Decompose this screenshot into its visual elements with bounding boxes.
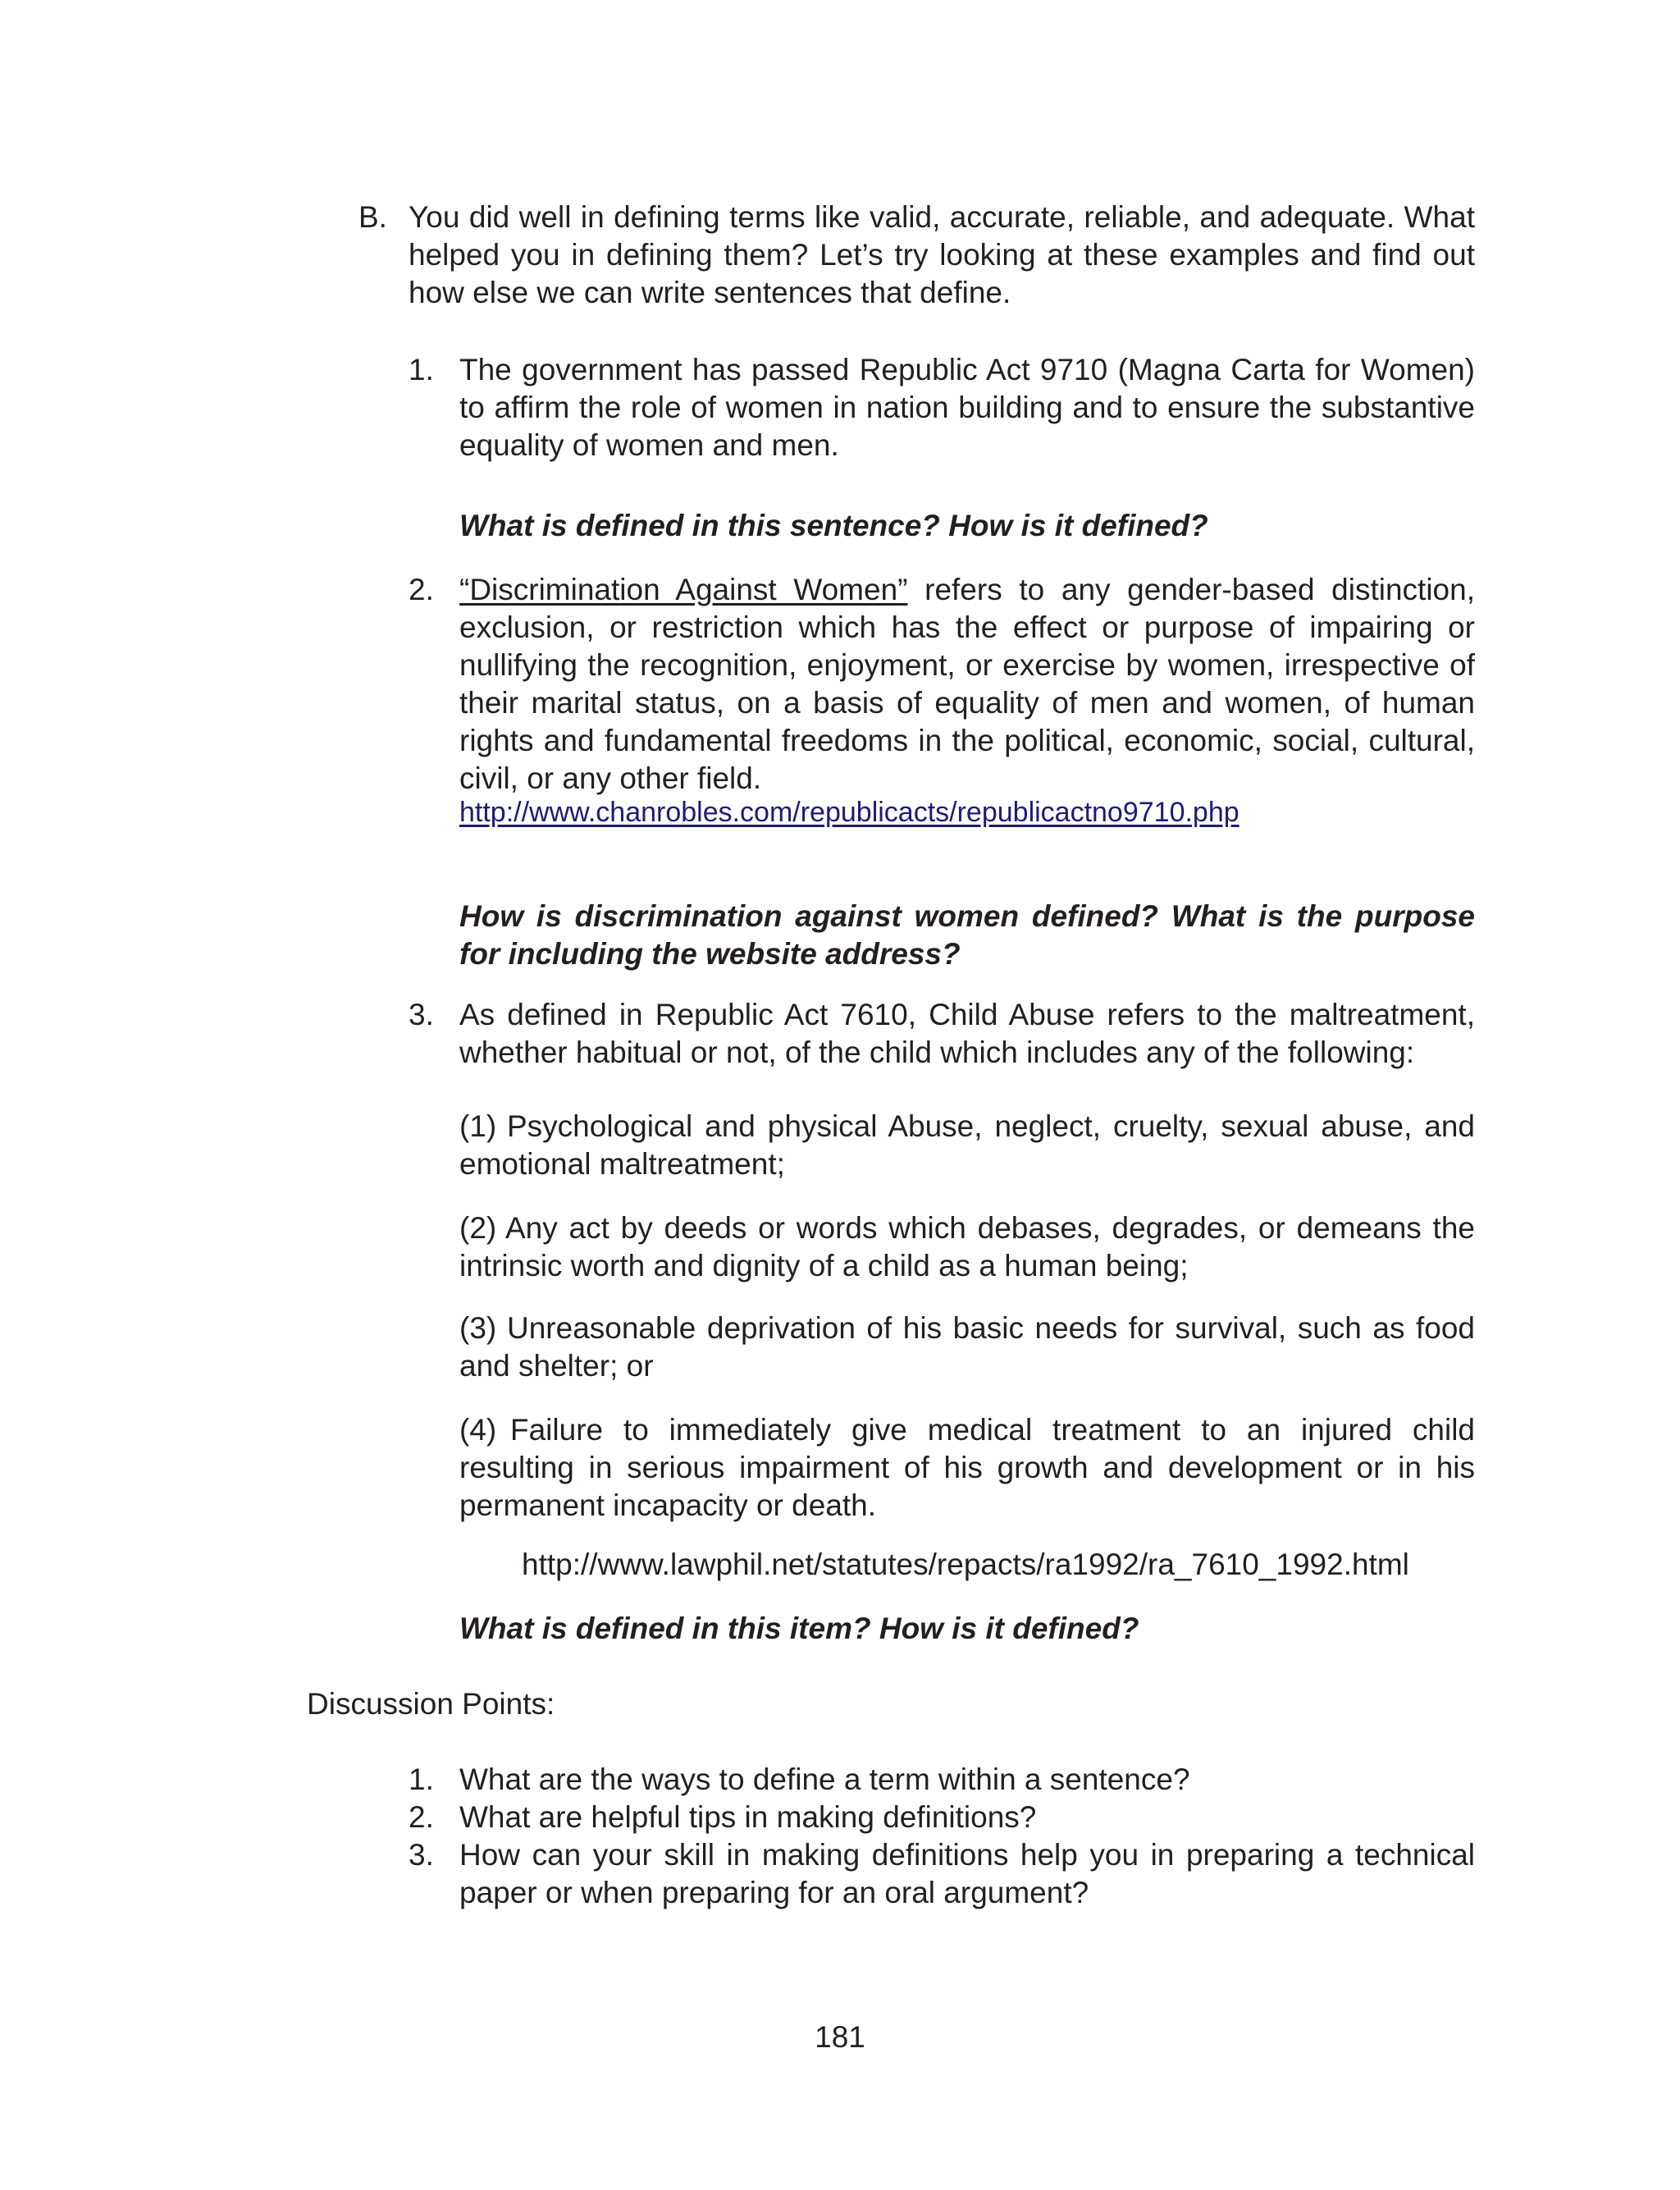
discussion-point-2: What are helpful tips in making definitions? <box>459 1800 1037 1834</box>
discussion-heading: Discussion Points: <box>307 1687 555 1721</box>
discussion-point-2-number: 2. <box>409 1800 434 1834</box>
discussion-point-1: What are the ways to define a term within a sentence? <box>459 1763 1190 1796</box>
example-2-text: refers to any gender-based distinction, exclusion, or restriction which has the effect or purpose of impairing or nullifying the recognition, enjoyment, or exercise by women, irrespective of their marital status, on a basis of equality of men and women, of human rights and fundamental freedoms in the political, economic, social, cultural, civil, or any other field. <box>459 573 1475 795</box>
example-2-question: How is discrimination against women defined? What is the purpose for including the website address? <box>459 899 1475 971</box>
section-b-label: B. <box>358 200 387 234</box>
subitem-4-label: (4) <box>459 1413 497 1447</box>
example-2-definition <box>459 571 1475 798</box>
discussion-point-3-number: 3. <box>409 1838 434 1872</box>
section-b-intro: You did well in defining terms like valid, accurate, reliable, and adequate. What helped you in defining them? Let’s try looking at these examples and find out how else we can write sentences that define. <box>409 200 1475 309</box>
example-1-number: 1. <box>409 353 434 386</box>
page-number: 181 <box>815 2020 865 2054</box>
example-1-question: What is defined in this sentence? How is it defined? <box>459 509 1208 542</box>
lawphil-link[interactable]: http://www.lawphil.net/statutes/repacts/ra1992/ra_7610_1992.html <box>522 1548 1409 1581</box>
subitem-2-label: (2) <box>459 1211 497 1245</box>
example-2-source <box>459 793 1475 831</box>
subitem-1 <box>459 1108 1475 1183</box>
subitem-3-label: (3) <box>459 1311 497 1345</box>
subitem-4-text: Failure to immediately give medical treatment to an injured child resulting in serious impairment of his growth and development or in his permanent incapacity or death. <box>459 1413 1475 1522</box>
subitem-2 <box>459 1209 1475 1285</box>
subitem-3-text: Unreasonable deprivation of his basic needs for survival, such as food and shelter; or <box>459 1311 1475 1383</box>
subitem-1-label: (1) <box>459 1109 497 1143</box>
discussion-point-1-number: 1. <box>409 1763 434 1796</box>
subitem-4 <box>459 1411 1475 1525</box>
example-2-number: 2. <box>409 573 434 606</box>
defined-term: “Discrimination Against Women” <box>459 573 908 606</box>
subitem-3 <box>459 1310 1475 1385</box>
example-3-number: 3. <box>409 998 434 1031</box>
subitem-2-text: Any act by deeds or words which debases, degrades, or demeans the intrinsic worth and dignity of a child as a human being; <box>459 1211 1475 1282</box>
chanrobles-link[interactable]: http://www.chanrobles.com/republicacts/republicactno9710.php <box>459 797 1239 828</box>
example-1-text: The government has passed Republic Act 9710 (Magna Carta for Women) to affirm the role of women in nation building and to ensure the substantive equality of women and men. <box>459 353 1475 462</box>
example-3-question: What is defined in this item? How is it defined? <box>459 1612 1139 1645</box>
discussion-point-3: How can your skill in making definitions help you in preparing a technical paper or when preparing for an oral argument? <box>459 1838 1475 1909</box>
subitem-1-text: Psychological and physical Abuse, neglect, cruelty, sexual abuse, and emotional maltreatment; <box>459 1109 1475 1181</box>
example-3-text: As defined in Republic Act 7610, Child Abuse refers to the maltreatment, whether habitual or not, of the child which includes any of the following: <box>459 998 1475 1069</box>
